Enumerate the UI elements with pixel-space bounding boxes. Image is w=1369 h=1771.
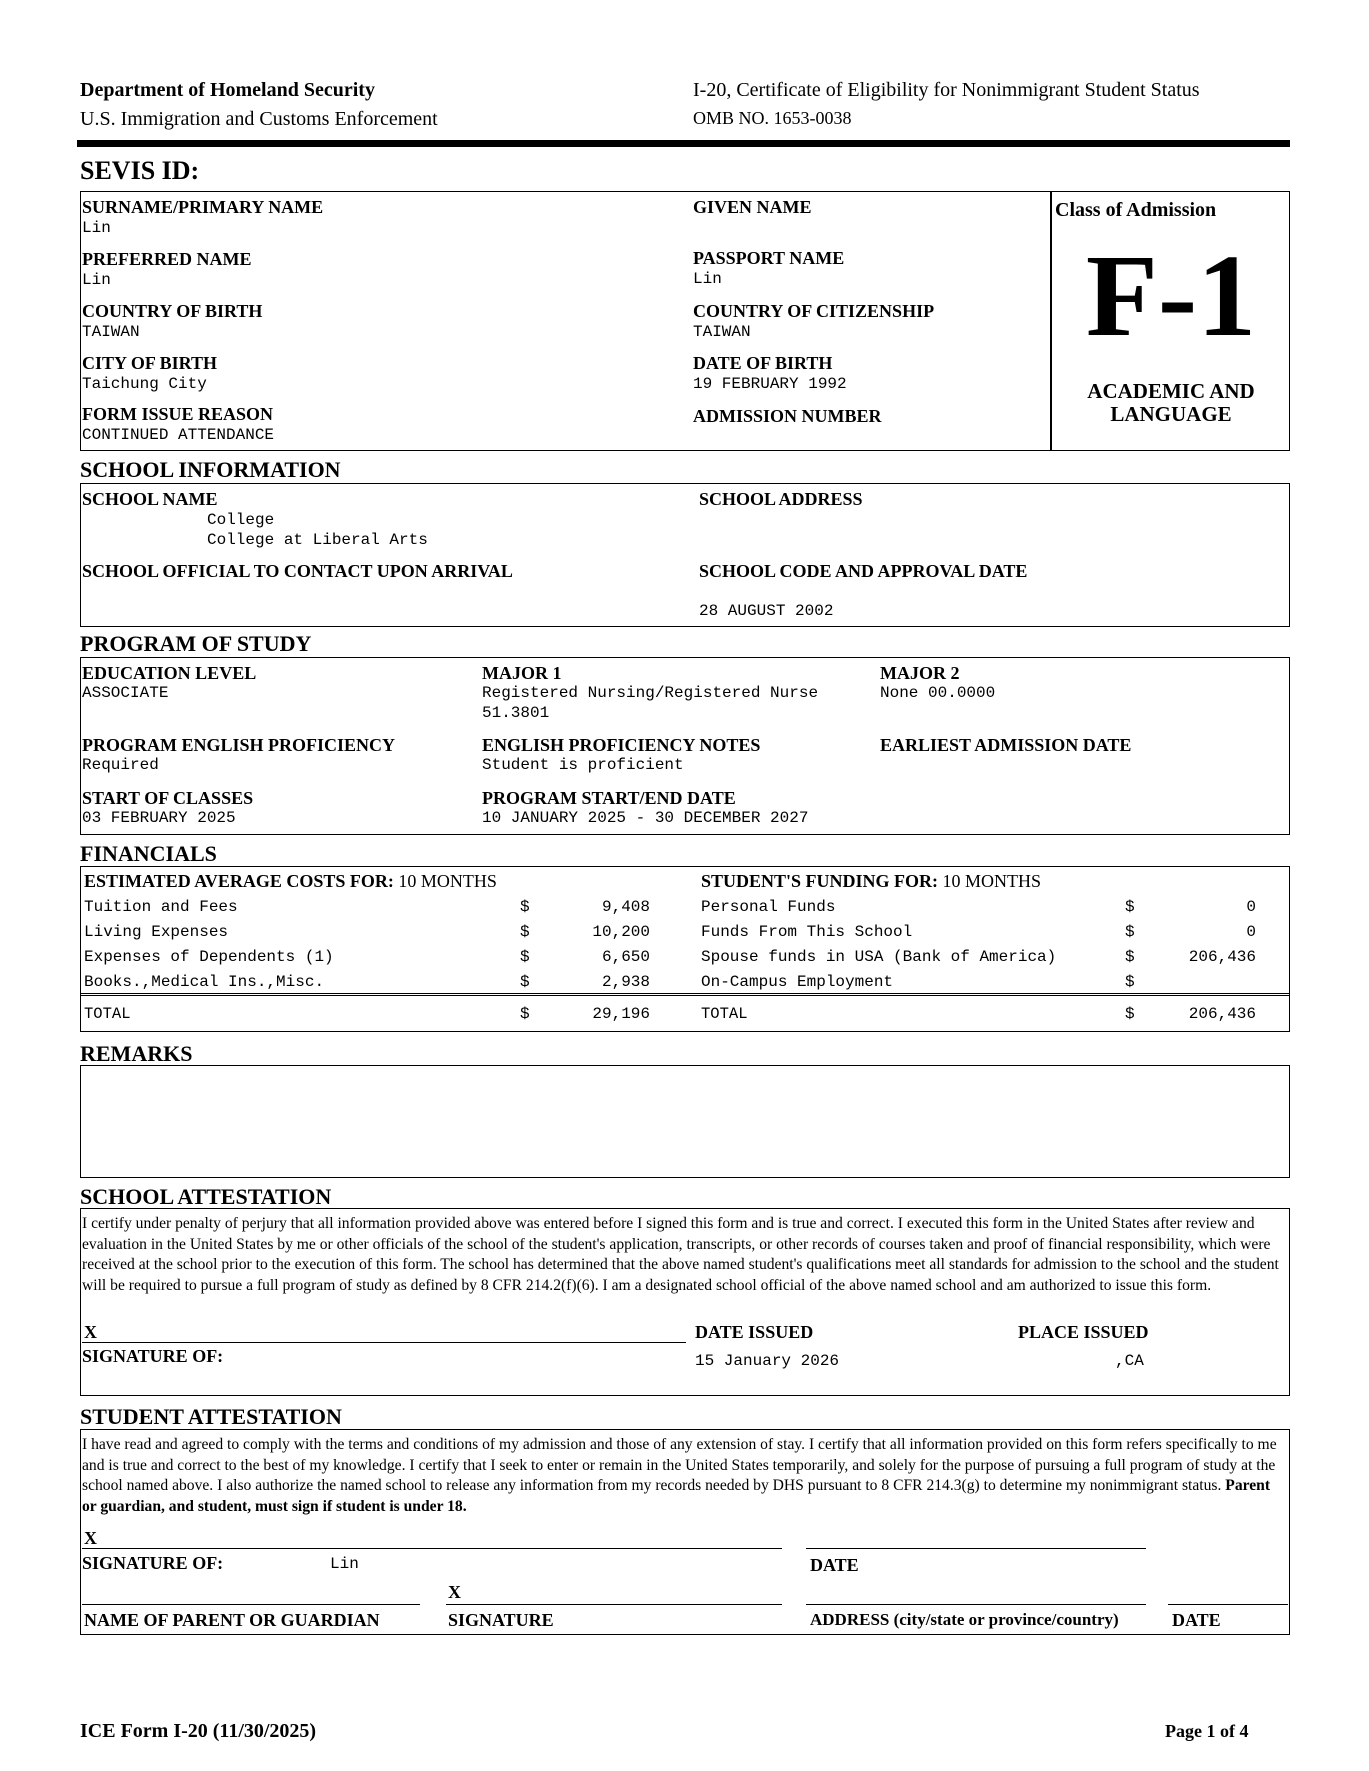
english-notes-label: ENGLISH PROFICIENCY NOTES bbox=[482, 735, 761, 755]
citizenship-value: TAIWAN bbox=[693, 323, 751, 341]
student-signer-name: Lin bbox=[330, 1555, 359, 1573]
education-level-label: EDUCATION LEVEL bbox=[82, 663, 257, 683]
program-of-study-heading: PROGRAM OF STUDY bbox=[80, 631, 312, 656]
school-name-line-1: College bbox=[207, 511, 275, 529]
funding-total-value: 206,436 bbox=[1188, 1005, 1256, 1023]
start-of-classes-label: START OF CLASSES bbox=[82, 788, 254, 808]
start-of-classes-value: 03 FEBRUARY 2025 bbox=[82, 809, 236, 827]
school-attestation-text: I certify under penalty of perjury that all information provided above was entered before I signed this form and is true and correct. I executed this form in the United States after review and evaluation in the United States by me or other officials of the school of the student's application, transcripts, or other records of courses taken and proof of financial responsibility, which were received at the school prior to the execution of this form. The school has determined that the above named student's qualifications meet all standards for admission to the school and the student will be required to pursue a full program of study as defined by 8 CFR 214.2(f)(6). I am a designated school official of the above named school and am authorized to issue this form. bbox=[82, 1215, 1279, 1294]
header-rule bbox=[77, 140, 1290, 147]
footer-form-id: ICE Form I-20 (11/30/2025) bbox=[80, 1720, 317, 1742]
parent-address-label: ADDRESS (city/state or province/country) bbox=[810, 1610, 1119, 1629]
financials-total-rule bbox=[81, 993, 1289, 996]
funding-item-label: Funds From This School bbox=[701, 923, 913, 941]
header-form-title: I-20, Certificate of Eligibility for Nonimmigrant Student Status bbox=[693, 79, 1200, 101]
place-issued-label: PLACE ISSUED bbox=[1018, 1322, 1149, 1342]
funding-item-amount: 0 bbox=[1246, 898, 1256, 916]
school-approval-date: 28 AUGUST 2002 bbox=[699, 602, 834, 620]
funding-item-label: Personal Funds bbox=[701, 898, 836, 916]
cost-item-label: Expenses of Dependents (1) bbox=[84, 948, 334, 966]
school-signature-line bbox=[82, 1342, 686, 1343]
student-signature-line bbox=[82, 1548, 782, 1549]
place-issued-value: ,CA bbox=[1115, 1352, 1144, 1370]
english-notes-value: Student is proficient bbox=[482, 756, 684, 774]
funding-item-amount: 206,436 bbox=[1188, 948, 1256, 966]
cost-item-label: Tuition and Fees bbox=[84, 898, 238, 916]
remarks-box bbox=[80, 1065, 1290, 1178]
school-name-line-2: College at Liberal Arts bbox=[207, 531, 428, 549]
cost-item-amount: 6,650 bbox=[601, 948, 650, 966]
student-attestation-heading: STUDENT ATTESTATION bbox=[80, 1404, 342, 1429]
student-attestation-text bbox=[82, 1435, 1288, 1517]
cost-item-amount: 2,938 bbox=[601, 973, 650, 991]
class-of-admission-label: Class of Admission bbox=[1055, 199, 1217, 221]
school-official-label: SCHOOL OFFICIAL TO CONTACT UPON ARRIVAL bbox=[82, 561, 513, 581]
costs-total-value: 29,196 bbox=[592, 1005, 650, 1023]
funding-item-label: Spouse funds in USA (Bank of America) bbox=[701, 948, 1057, 966]
english-proficiency-label: PROGRAM ENGLISH PROFICIENCY bbox=[82, 735, 396, 755]
school-signature-label: SIGNATURE OF: bbox=[82, 1346, 224, 1366]
surname-value: Lin bbox=[82, 219, 111, 237]
city-of-birth-label: CITY OF BIRTH bbox=[82, 353, 218, 373]
preferred-name-label: PREFERRED NAME bbox=[82, 249, 252, 269]
footer-page-number: Page 1 of 4 bbox=[1165, 1721, 1249, 1741]
student-signature-label: SIGNATURE OF: bbox=[82, 1553, 224, 1573]
major-1-line-2: 51.3801 bbox=[482, 704, 550, 722]
parent-name-label: NAME OF PARENT OR GUARDIAN bbox=[84, 1610, 380, 1630]
student-funding-label bbox=[701, 871, 1041, 891]
funding-item-amount: 0 bbox=[1246, 923, 1256, 941]
funding-total-label: TOTAL bbox=[701, 1005, 748, 1023]
english-proficiency-value: Required bbox=[82, 756, 159, 774]
major-1-label: MAJOR 1 bbox=[482, 663, 562, 683]
cost-item-currency: $ bbox=[520, 923, 530, 941]
class-of-admission-desc-1: ACADEMIC AND bbox=[1087, 379, 1255, 403]
parent-date-line bbox=[1168, 1604, 1288, 1605]
cost-item-amount: 9,408 bbox=[601, 898, 650, 916]
major-1-line-1: Registered Nursing/Registered Nurse bbox=[482, 684, 819, 702]
cost-item-currency: $ bbox=[520, 973, 530, 991]
form-issue-reason-value: CONTINUED ATTENDANCE bbox=[82, 426, 275, 444]
student-date-line bbox=[806, 1548, 1146, 1549]
header-omb-number: OMB NO. 1653-0038 bbox=[693, 108, 852, 128]
class-of-admission-code: F-1 bbox=[1085, 230, 1257, 361]
surname-label: SURNAME/PRIMARY NAME bbox=[82, 197, 324, 217]
date-of-birth-label: DATE OF BIRTH bbox=[693, 353, 833, 373]
school-info-box bbox=[80, 483, 1290, 627]
student-funding-period: 10 MONTHS bbox=[938, 871, 1042, 891]
student-attestation-body: I have read and agreed to comply with the terms and conditions of my admission and those of any extension of stay. I certify that all information provided on this form refers specifically to me and is true and correct to the best of my knowledge. I certify that I seek to enter or remain in the United States temporarily, and solely for the purpose of pursuing a full program of study at the school named above. I also authorize the named school to release any information from my records needed by DHS pursuant to 8 CFR 214.3(g) to determine my nonimmigrant status. bbox=[82, 1436, 1277, 1494]
costs-total-label: TOTAL bbox=[84, 1005, 131, 1023]
student-funding-title: STUDENT'S FUNDING FOR: bbox=[701, 871, 939, 891]
parent-signature-x: X bbox=[448, 1582, 461, 1602]
header-agency: U.S. Immigration and Customs Enforcement bbox=[80, 108, 438, 130]
preferred-name-value: Lin bbox=[82, 271, 111, 289]
header-department: Department of Homeland Security bbox=[80, 79, 375, 101]
cost-item-label: Living Expenses bbox=[84, 923, 229, 941]
major-2-label: MAJOR 2 bbox=[880, 663, 960, 683]
date-issued-value: 15 January 2026 bbox=[695, 1352, 840, 1370]
school-code-label: SCHOOL CODE AND APPROVAL DATE bbox=[699, 561, 1028, 581]
funding-item-currency: $ bbox=[1125, 973, 1135, 991]
admission-number-label: ADMISSION NUMBER bbox=[693, 406, 882, 426]
program-dates-value: 10 JANUARY 2025 - 30 DECEMBER 2027 bbox=[482, 809, 809, 827]
funding-item-currency: $ bbox=[1125, 948, 1135, 966]
country-of-birth-label: COUNTRY OF BIRTH bbox=[82, 301, 263, 321]
student-signature-x: X bbox=[84, 1528, 97, 1548]
costs-total-currency: $ bbox=[520, 1005, 530, 1023]
city-of-birth-value: Taichung City bbox=[82, 375, 207, 393]
country-of-birth-value: TAIWAN bbox=[82, 323, 140, 341]
funding-total-currency: $ bbox=[1125, 1005, 1135, 1023]
class-of-admission-desc-2: LANGUAGE bbox=[1110, 402, 1232, 426]
estimated-costs-period: 10 MONTHS bbox=[393, 871, 497, 891]
citizenship-label: COUNTRY OF CITIZENSHIP bbox=[693, 301, 935, 321]
school-name-label: SCHOOL NAME bbox=[82, 489, 218, 509]
passport-name-value: Lin bbox=[693, 270, 722, 288]
parent-name-line bbox=[82, 1604, 420, 1605]
funding-item-label: On-Campus Employment bbox=[701, 973, 894, 991]
passport-name-label: PASSPORT NAME bbox=[693, 248, 845, 268]
school-signature-x: X bbox=[84, 1322, 97, 1342]
cost-item-currency: $ bbox=[520, 948, 530, 966]
school-address-label: SCHOOL ADDRESS bbox=[699, 489, 863, 509]
student-date-label: DATE bbox=[810, 1555, 859, 1575]
school-attestation-heading: SCHOOL ATTESTATION bbox=[80, 1184, 332, 1209]
earliest-admission-label: EARLIEST ADMISSION DATE bbox=[880, 735, 1132, 755]
remarks-heading: REMARKS bbox=[80, 1041, 193, 1066]
date-of-birth-value: 19 FEBRUARY 1992 bbox=[693, 375, 847, 393]
cost-item-amount: 10,200 bbox=[592, 923, 650, 941]
form-issue-reason-label: FORM ISSUE REASON bbox=[82, 404, 274, 424]
student-attestation-bold: Parent or guardian, and student, must sign if student is under 18. bbox=[82, 1477, 1271, 1515]
given-name-label: GIVEN NAME bbox=[693, 197, 812, 217]
sevis-id-label: SEVIS ID: bbox=[80, 156, 200, 185]
date-issued-label: DATE ISSUED bbox=[695, 1322, 814, 1342]
parent-date-label: DATE bbox=[1172, 1610, 1221, 1630]
parent-signature-line bbox=[446, 1604, 782, 1605]
parent-signature-label: SIGNATURE bbox=[448, 1610, 554, 1630]
estimated-costs-label bbox=[84, 871, 497, 891]
financials-heading: FINANCIALS bbox=[80, 841, 217, 866]
school-information-heading: SCHOOL INFORMATION bbox=[80, 457, 341, 482]
major-2-value: None 00.0000 bbox=[880, 684, 996, 702]
cost-item-currency: $ bbox=[520, 898, 530, 916]
parent-address-line bbox=[806, 1604, 1146, 1605]
education-level-value: ASSOCIATE bbox=[82, 684, 169, 702]
program-dates-label: PROGRAM START/END DATE bbox=[482, 788, 736, 808]
funding-item-currency: $ bbox=[1125, 898, 1135, 916]
cost-item-label: Books.,Medical Ins.,Misc. bbox=[84, 973, 325, 991]
funding-item-currency: $ bbox=[1125, 923, 1135, 941]
estimated-costs-title: ESTIMATED AVERAGE COSTS FOR: bbox=[84, 871, 394, 891]
